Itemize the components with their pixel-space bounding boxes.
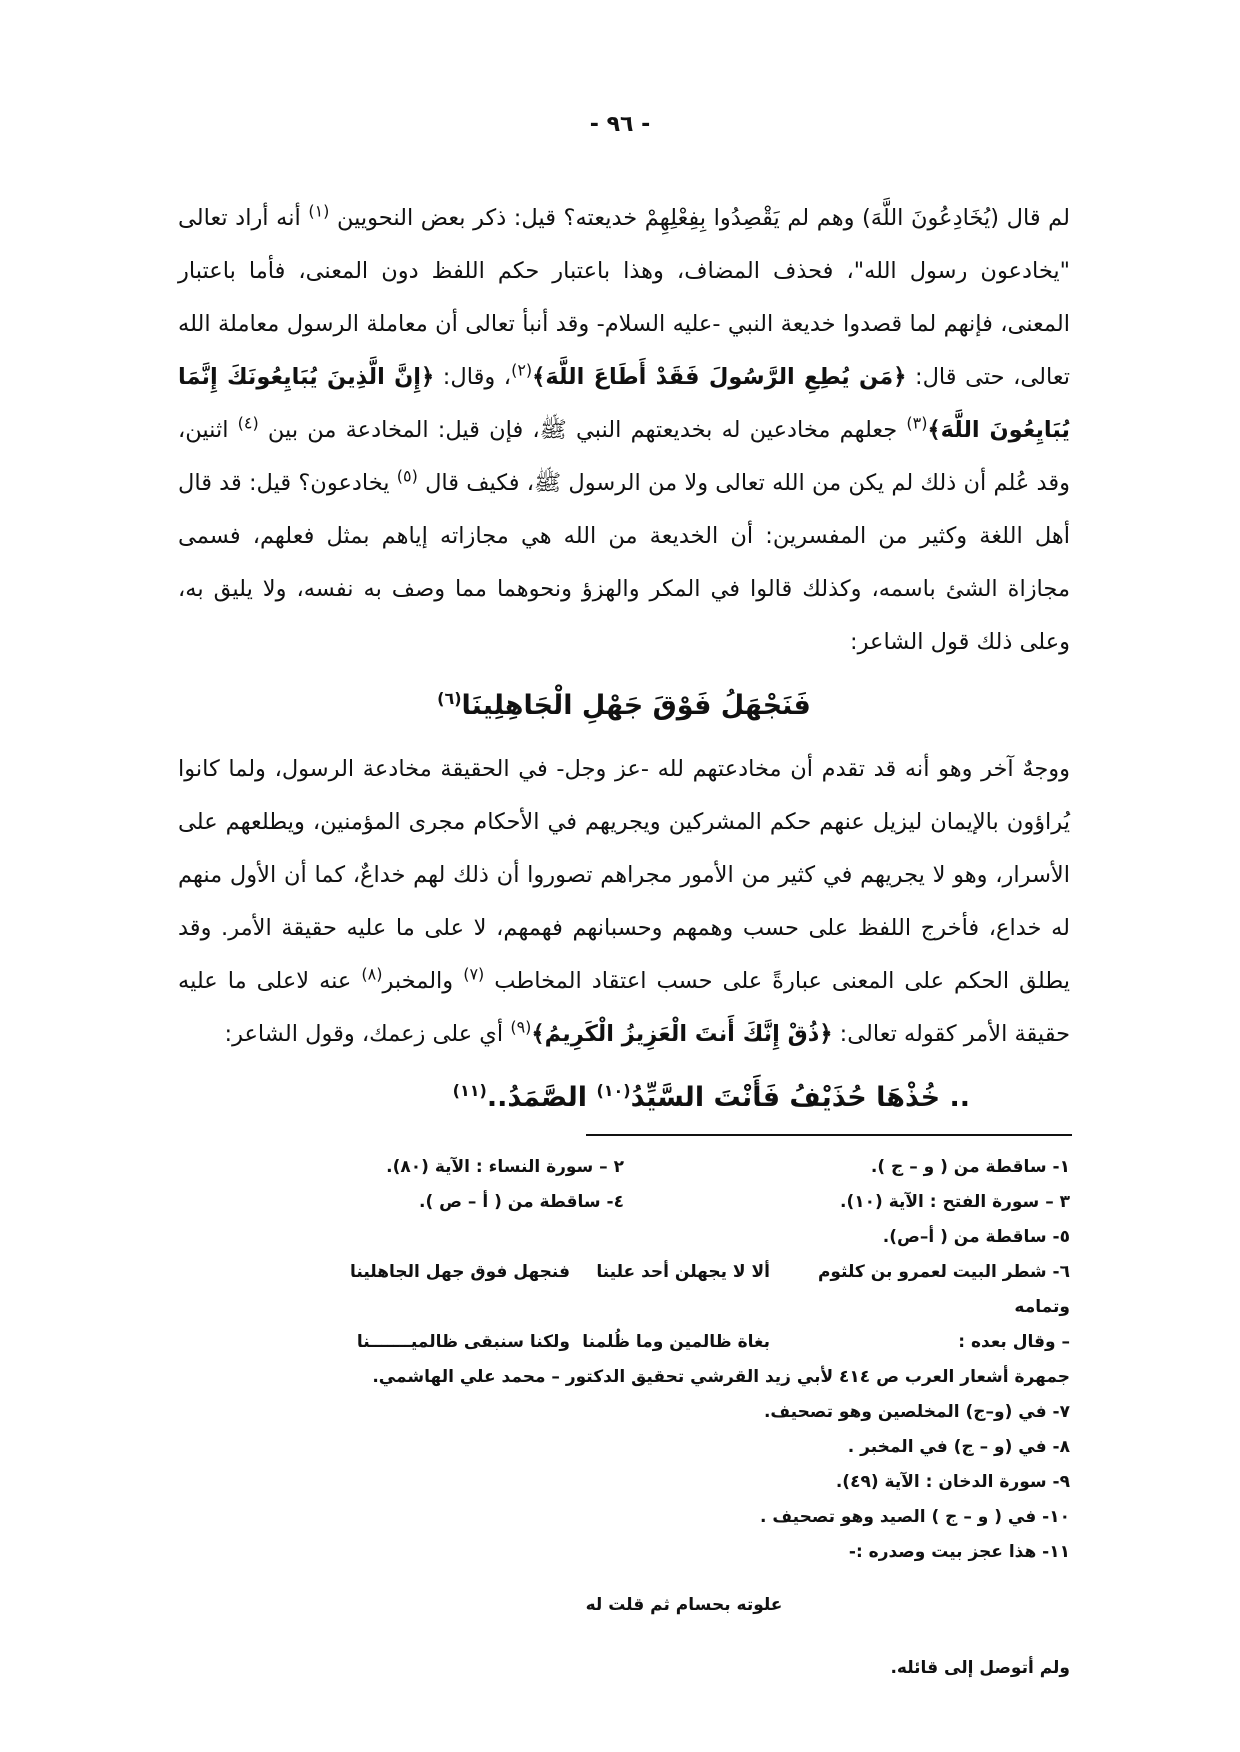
footnotes xyxy=(178,1150,1070,1686)
text: اثنين، وقد عُلم أن ذلك لم يكن من الله تعالى ولا من الرسول ﷺ، فكيف قال xyxy=(178,417,1070,496)
footnote-ref: (١) xyxy=(308,201,330,221)
footnote-10: ١٠- في ( و – ج ) الصيد وهو تصحيف . xyxy=(760,1507,1070,1527)
text: لم قال (يُخَادِعُونَ اللَّهَ) وهم لم يَقْصِدُوا بِفِعْلِهِمْ خديعته؟ قيل: ذكر بعض النحويين xyxy=(329,205,1070,231)
footnote-row xyxy=(178,1185,1070,1220)
footnote-11-note: ولم أتوصل إلى قائله. xyxy=(890,1658,1070,1678)
footnote-7: ٧- في (و–ج) المخلصين وهو تصحيف. xyxy=(763,1402,1070,1422)
footnote-ref: (٤) xyxy=(237,413,259,433)
footnote-5: ٥- ساقطة من ( أ–ص). xyxy=(882,1227,1070,1247)
text: عنه لاعلى ما عليه حقيقة الأمر كقوله تعالى: xyxy=(178,968,1070,1047)
footnote-6-source: جمهرة أشعار العرب ص ٤١٤ لأبي زيد القرشي تحقيق الدكتور – محمد علي الهاشمي. xyxy=(372,1367,1070,1387)
footnote-6-intro: – وقال بعده : xyxy=(958,1332,1070,1352)
footnote-11-verse: علوته بحسام ثم قلت له xyxy=(585,1595,783,1615)
footnote-11: ١١- هذا عجز بيت وصدره :- xyxy=(848,1542,1070,1562)
verse-text: .. خُذْهَا حُذَيْفُ فَأَنْتَ السَّيِّدُ xyxy=(630,1082,970,1113)
text: ، وقال: xyxy=(434,364,512,390)
text: أنه أراد تعالى "يخادعون رسول الله"، فحذف المضاف، وهذا باعتبار حكم اللفظ دون المعنى، فأما باعتبار المعنى، فإنهم لما قصدوا خديعة النبي -عليه السلام- وقد أنبأ تعالى أن معاملة الرسول معاملة الله تعالى، حتى قال: xyxy=(178,205,1071,390)
footnote-ref: (١١) xyxy=(452,1081,487,1100)
footnote-4: ٤- ساقطة من ( أ – ص ). xyxy=(419,1192,624,1212)
quran-quote: ﴿إِنَّ الَّذِينَ يُبَايِعُونَكَ إِنَّمَا يُبَايِعُونَ اللَّهَ﴾ xyxy=(178,364,1070,443)
footnote-ref: (١٠) xyxy=(596,1081,631,1100)
footnote-9: ٩- سورة الدخان : الآية (٤٩). xyxy=(835,1472,1070,1492)
footnote-8: ٨- في (و – ج) في المخبر . xyxy=(847,1437,1070,1457)
text: أي على زعمك، وقول الشاعر: xyxy=(224,1021,511,1047)
footnote-6-hemistich: بغاة ظالمين وما ظُلمنا xyxy=(582,1332,770,1352)
text: ووجهٌ آخر وهو أنه قد تقدم أن مخادعتهم لله -عز وجل- في الحقيقة مخادعة الرسول، ولما كانوا يُراؤون بالإيمان ليزيل عنهم حكم المشركين ويجريهم في الأحكام مجرى المؤمنين، ويطلعهم على الأسرار، وهو لا يجريهم في كثير من الأمور مجراهم تصوروا أن ذلك لهم خداعٌ، كما أن الأول منهم له خداع، فأخرج اللفظ على حسب وهمهم وحسبانهم فهمهم، لا على ما عليه حقيقة الأمر. وقد يطلق الحكم على المعنى عبارةً على حسب اعتقاد المخاطب xyxy=(178,756,1071,994)
footnote-6-intro: ٦- شطر البيت لعمرو بن كلثوم وتمامه xyxy=(817,1262,1070,1317)
paragraph-1 xyxy=(178,192,1070,669)
page-number: - ٩٦ - xyxy=(589,112,651,137)
footnote-6-hemistich: فنجهل فوق جهل الجاهلينا xyxy=(350,1262,570,1282)
footnote-6-hemistich: ألا لا يجهلن أحد علينا xyxy=(596,1262,770,1282)
footnote-ref: (٣) xyxy=(906,413,928,433)
footnote-ref: (٥) xyxy=(396,466,418,486)
footnote-2: ٢ – سورة النساء : الآية (٨٠). xyxy=(386,1157,624,1177)
text: يخادعون؟ قيل: قد قال أهل اللغة وكثير من المفسرين: أن الخديعة من الله هي مجازاته إياهم بمثل فعلهم، فسمى مجازاة الشئ باسمه، وكذلك قالوا في المكر والهزؤ ونحوهما مما وصف به نفسه، ولا يليق به، وعلى ذلك قول الشاعر: xyxy=(178,470,1070,655)
footnote-ref: (٩) xyxy=(510,1017,532,1037)
footnote-ref: (٧) xyxy=(463,964,485,984)
footnote-3: ٣ – سورة الفتح : الآية (١٠). xyxy=(840,1192,1070,1212)
footnote-divider xyxy=(586,1134,1072,1136)
footnote-6-line-1 xyxy=(178,1255,1070,1325)
paragraph-2 xyxy=(178,743,1070,1061)
footnote-ref: (٢) xyxy=(511,360,533,380)
verse-text: فَنَجْهَلُ فَوْقَ جَهْلِ الْجَاهِلِينَا xyxy=(461,690,811,721)
poetry-verse-1 xyxy=(178,671,1070,741)
text: جعلهم مخادعين له بخديعتهم النبي ﷺ، فإن قيل: المخادعة من بين xyxy=(258,417,907,443)
quran-quote: ﴿ذُقْ إِنَّكَ أَنتَ الْعَزِيزُ الْكَرِيمُ﴾ xyxy=(531,1021,833,1047)
footnote-ref: (٦) xyxy=(437,689,462,708)
footnote-6-hemistich: ولكنا سنبقى ظالميـــــــنا xyxy=(356,1332,570,1352)
footnote-row xyxy=(178,1150,1070,1185)
footnote-6-line-2 xyxy=(178,1325,1070,1360)
footnote-ref: (٨) xyxy=(361,964,383,984)
verse-text: الصَّمَدُ.. xyxy=(486,1082,597,1113)
poetry-verse-2 xyxy=(178,1063,1070,1133)
footnote-1: ١- ساقطة من ( و – ج ). xyxy=(870,1157,1070,1177)
main-text xyxy=(178,192,1070,1135)
quran-quote: ﴿مَن يُطِعِ الرَّسُولَ فَقَدْ أَطَاعَ اللَّهَ﴾ xyxy=(532,364,907,390)
text: والمخبر xyxy=(382,968,464,994)
